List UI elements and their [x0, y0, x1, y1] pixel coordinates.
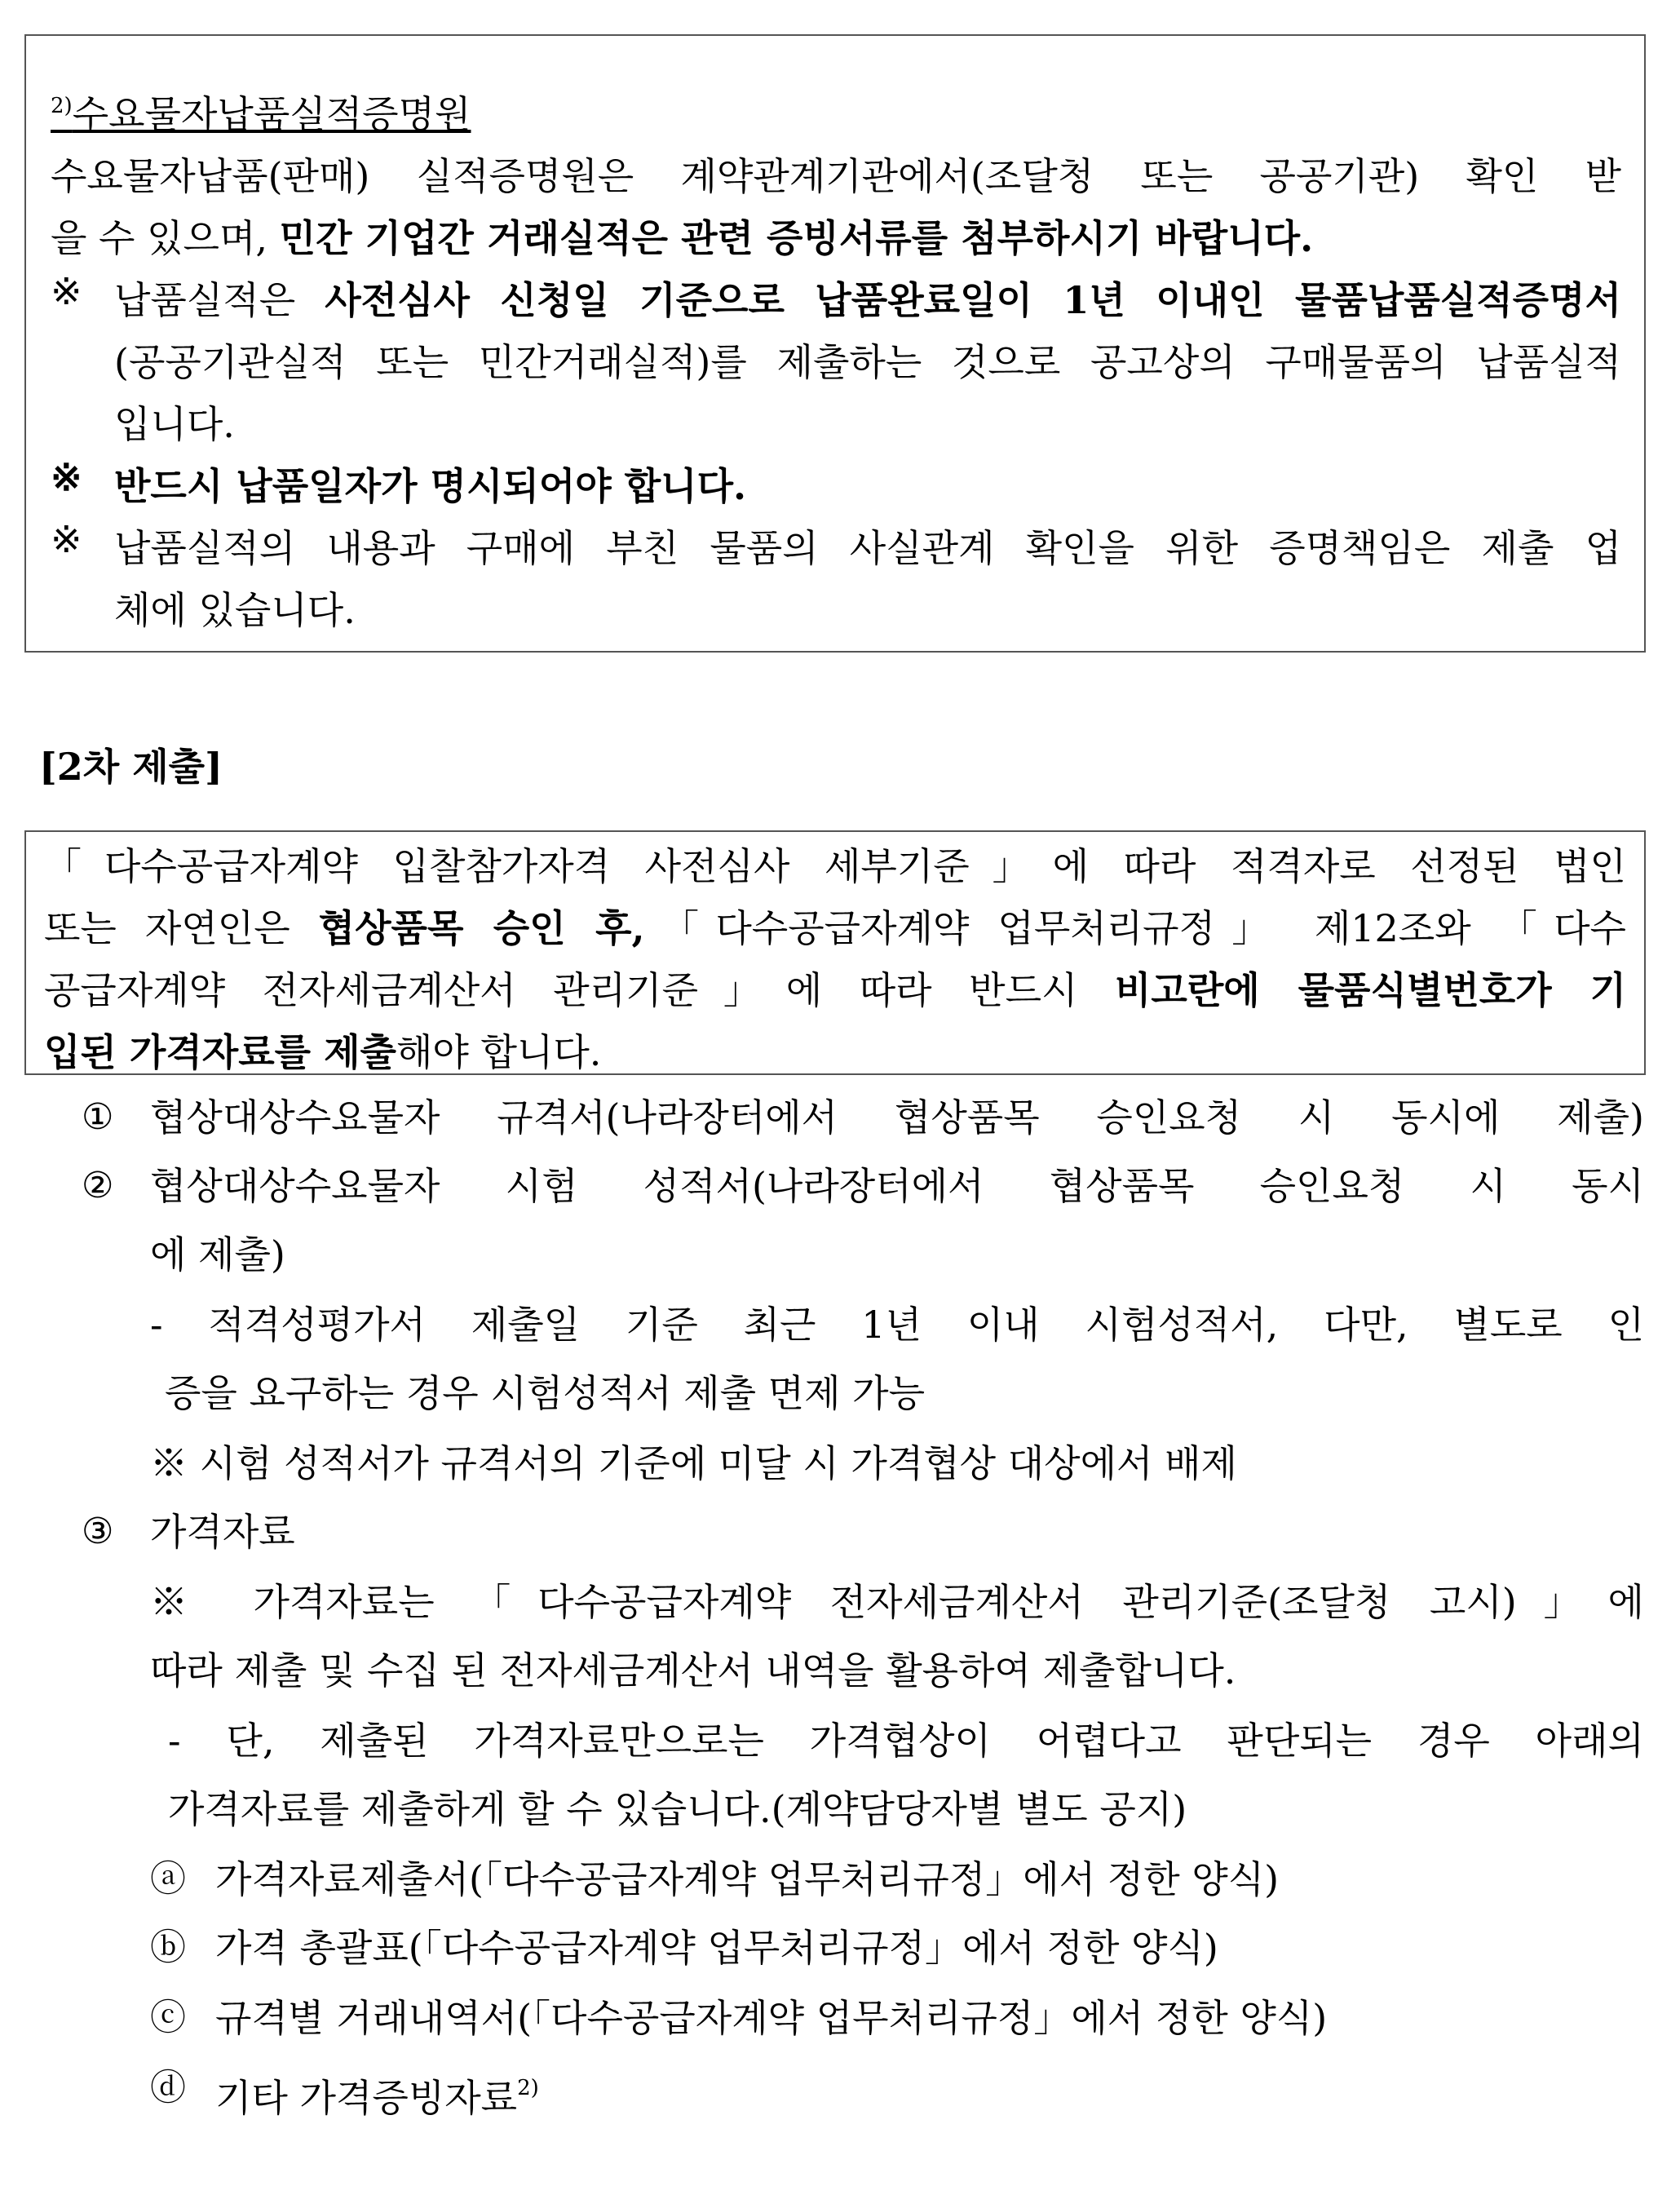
section-title: [2차 제출]	[39, 745, 223, 789]
paragraph-line: 수요물자납품(판매) 실적증명원은 계약관계기관에서(조달청 또는 공공기관) 확인 받	[51, 154, 1621, 198]
note-item: ※ 시험 성적서가 규격서의 기준에 미달 시 가격협상 대상에서 배제	[150, 1441, 1237, 1485]
delivery-record-box	[24, 34, 1646, 653]
sub-item: - 적격성평가서 제출일 기준 최근 1년 이내 시험성적서, 다만, 별도로 인	[150, 1303, 1644, 1347]
item-number: ①	[82, 1096, 114, 1138]
reference-mark-icon: ※	[51, 269, 82, 313]
price-doc-item: 규격별 거래내역서(「다수공급자계약 업무처리규정」에서 정한 양식)	[215, 1996, 1328, 2040]
item-letter: ⓑ	[150, 1927, 186, 1968]
paragraph-line: 입된 가격자료를 제출해야 합니다.	[44, 1030, 602, 1074]
sub-item: - 단, 제출된 가격자료만으로는 가격협상이 어렵다고 판단되는 경우 아래의	[168, 1719, 1644, 1763]
note-item: ※ 납품실적의 내용과 구매에 부친 물품의 사실관계 확인을 위한 증명책임은 제출 업 체에 있습니다.	[51, 517, 1621, 632]
footnote-ref: 2)	[51, 94, 73, 118]
item-number: ②	[82, 1165, 114, 1206]
paragraph-line: 또는 자연인은 협상품목 승인 후,「다수공급자계약 업무처리규정」 제12조와 「다수	[44, 906, 1626, 950]
note-item: ※ 납품실적은 사전심사 신청일 기준으로 납품완료일이 1년 이내인 물품납품실적증명서 (공공기관실적 또는 민간거래실적)를 제출하는 것으로 공고상의 구매물품의 납품실적 입니다.	[51, 269, 1621, 446]
paragraph-line: 공급자계약 전자세금계산서 관리기준」에 따라 반드시 비고란에 물품식별번호가 기	[44, 968, 1626, 1012]
list-item: 협상대상수요물자 규격서(나라장터에서 협상품목 승인요청 시 동시에 제출)	[150, 1095, 1644, 1139]
list-item: 가격자료	[150, 1510, 295, 1554]
reference-mark-icon: ※	[51, 517, 82, 561]
paragraph-line: 「다수공급자계약 입찰참가자격 사전심사 세부기준」에 따라 적격자로 선정된 법인	[44, 844, 1626, 888]
list-item-continuation: 에 제출)	[150, 1232, 285, 1277]
price-doc-item: 가격자료제출서(「다수공급자계약 업무처리규정」에서 정한 양식)	[215, 1857, 1280, 1901]
sub-item-continuation: 가격자료를 제출하게 할 수 있습니다.(계약담당자별 별도 공지)	[168, 1787, 1187, 1831]
note-item-continuation: 따라 제출 및 수집 된 전자세금계산서 내역을 활용하여 제출합니다.	[150, 1648, 1236, 1693]
note-item: ※ 가격자료는 「다수공급자계약 전자세금계산서 관리기준(조달청 고시)」에	[150, 1580, 1644, 1624]
item-letter: ⓐ	[150, 1858, 186, 1900]
item-letter: ⓓ	[150, 2067, 186, 2109]
item-letter: ⓒ	[150, 1997, 186, 2038]
price-doc-item: 가격 총괄표(「다수공급자계약 업무처리규정」에서 정한 양식)	[215, 1926, 1218, 1970]
note-item: ※ 반드시 납품일자가 명시되어야 합니다.	[51, 455, 747, 508]
section-heading: $^{2)}$수요물자납품실적증명원	[51, 92, 471, 136]
reference-mark-icon: ※	[51, 455, 82, 499]
footnote-ref: 2)	[517, 2076, 539, 2100]
paragraph-line: 을 수 있으며, 민간 기업간 거래실적은 관련 증빙서류를 첨부하시기 바랍니다.	[51, 216, 1314, 260]
sub-item-continuation: 증을 요구하는 경우 시험성적서 제출 면제 가능	[165, 1371, 926, 1415]
item-number: ③	[82, 1511, 114, 1552]
price-doc-item: 기타 가격증빙자료$^{2)}$	[215, 2076, 539, 2120]
submission-notice-box	[24, 830, 1646, 1075]
list-item: 협상대상수요물자 시험 성적서(나라장터에서 협상품목 승인요청 시 동시	[150, 1164, 1644, 1208]
